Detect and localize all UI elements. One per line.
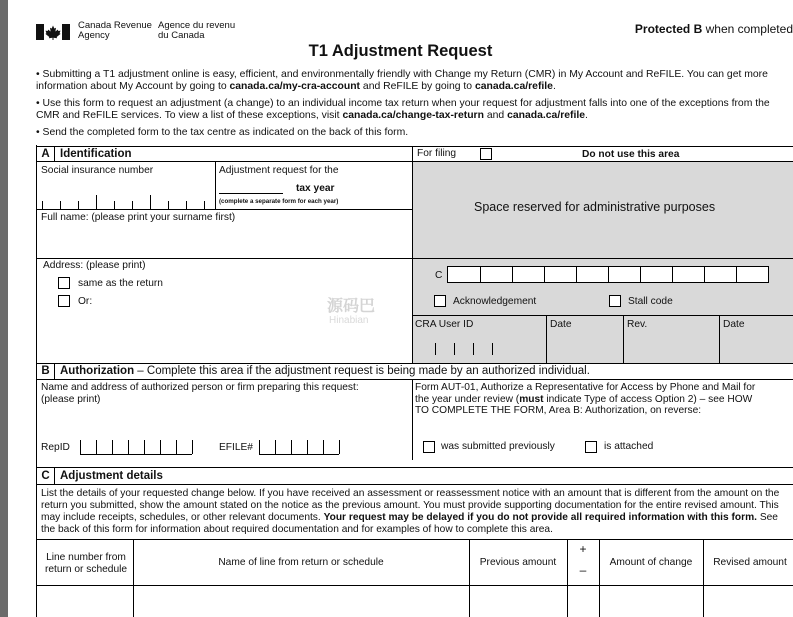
rule xyxy=(37,161,412,162)
is-attached-checkbox[interactable] xyxy=(585,441,597,453)
agency-en-line1: Canada Revenue xyxy=(78,20,152,31)
section-c-desc-1: List the details of your requested change below. If you have received an assessment or reassessment notice with an amount that is different from the amount on the return you submitted, show the amount stated on the notice as the previous amount. You must provide supporting documentation for the entire revised amount. This may include receipts, schedules, or other relevant documents. xyxy=(41,488,780,523)
aut-01-text xyxy=(415,382,760,417)
rule xyxy=(54,146,55,161)
col-change-header: Amount of change xyxy=(609,557,693,568)
agency-name-en xyxy=(78,21,152,41)
plus-minus-cell[interactable] xyxy=(568,586,598,617)
agency-name-fr xyxy=(158,21,235,41)
date-label-2: Date xyxy=(723,319,745,330)
address-or-checkbox[interactable] xyxy=(58,295,70,307)
section-b-letter: B xyxy=(41,365,50,377)
section-c-letter: C xyxy=(41,470,50,482)
rule xyxy=(54,363,55,379)
table-row xyxy=(37,586,793,617)
rule xyxy=(54,467,55,484)
cra-user-id-label: CRA User ID xyxy=(415,319,474,330)
protected-bold: Protected B xyxy=(634,22,703,36)
do-not-use-label: Do not use this area xyxy=(582,149,680,160)
rep-id-input[interactable] xyxy=(80,437,196,457)
bullet-text: and ReFILE by going to xyxy=(360,81,475,92)
section-c-description xyxy=(41,488,791,536)
bullet-text: • Submitting a T1 adjustment online is easy, efficient, and environmentally friendly with Change my Return (CMR) in My Account and ReFILE. You can get more information about My Account by going to xyxy=(36,69,768,92)
section-b-title-bold: Authorization xyxy=(60,365,135,377)
watermark-text-en: Hinabian xyxy=(329,315,369,326)
rule xyxy=(623,315,624,363)
form-page xyxy=(8,0,793,617)
section-c-desc-bold: Your request may be delayed if you do not provide all required information with this form. xyxy=(323,512,757,523)
change-amount-cell[interactable] xyxy=(600,586,702,617)
submitted-previously-checkbox[interactable] xyxy=(423,441,435,453)
is-attached-label: is attached xyxy=(604,441,654,452)
section-b-title xyxy=(60,365,590,377)
aut-01-text-part2: indicate Type of access Option 2) – see HOW TO COMPLETE THE FORM, Area B: Authorization, on reverse: xyxy=(415,393,753,416)
rev-label: Rev. xyxy=(627,319,648,330)
link-my-cra-account[interactable]: canada.ca/my-cra-account xyxy=(229,81,361,92)
agency-fr-line2: du Canada xyxy=(158,30,205,41)
rule xyxy=(546,315,547,363)
c-code-boxes[interactable] xyxy=(447,266,769,283)
authorized-person-label: Name and address of authorized person or firm preparing this request: (please print) xyxy=(41,382,359,405)
rule xyxy=(37,539,793,540)
section-b-title-rest: – Complete this area if the adjustment request is being made by an authorized individual. xyxy=(134,365,590,377)
acknowledgement-checkbox[interactable] xyxy=(434,295,446,307)
stall-code-checkbox[interactable] xyxy=(609,295,621,307)
rule xyxy=(37,363,793,364)
rule xyxy=(37,258,412,259)
acknowledgement-label: Acknowledgement xyxy=(453,296,537,307)
adjustment-year-label: Adjustment request for the xyxy=(219,165,339,176)
rule xyxy=(412,379,413,460)
col-revised-header: Revised amount xyxy=(713,557,787,568)
date-label-1: Date xyxy=(550,319,572,330)
rule xyxy=(37,209,412,210)
previous-amount-cell[interactable] xyxy=(470,586,566,617)
page-title: T1 Adjustment Request xyxy=(308,42,493,60)
full-name-input[interactable] xyxy=(39,225,409,255)
efile-input[interactable] xyxy=(259,437,343,457)
aut-01-text-part1: Form AUT-01, Authorize a Representative for Access by Phone and Mail for the year under review ( xyxy=(415,382,756,405)
col-name-header: Name of line from return or schedule xyxy=(218,557,384,568)
link-refile[interactable]: canada.ca/refile xyxy=(507,110,586,121)
col-line-number-header: Line number from return or schedule xyxy=(44,552,128,575)
window-edge xyxy=(0,0,8,617)
link-change-tax-return[interactable]: canada.ca/change-tax-return xyxy=(342,110,484,121)
rep-id-label: RepID xyxy=(41,442,70,453)
protected-rest: when completed xyxy=(702,22,793,36)
address-or-label: Or: xyxy=(78,296,93,307)
line-number-cell[interactable] xyxy=(38,586,132,617)
space-reserved-label: Space reserved for administrative purposes xyxy=(474,200,716,214)
rule xyxy=(37,484,793,485)
minus-sign: – xyxy=(579,563,587,577)
rule xyxy=(37,467,793,468)
bullet-text: • Send the completed form to the tax centre as indicated on the back of this form. xyxy=(36,127,409,138)
link-refile[interactable]: canada.ca/refile xyxy=(474,81,553,92)
instruction-bullet xyxy=(36,69,786,93)
plus-sign: + xyxy=(579,542,587,556)
col-previous-header: Previous amount xyxy=(479,557,557,568)
instruction-bullet xyxy=(36,98,786,122)
bullet-text: and xyxy=(483,110,508,121)
sin-label: Social insurance number xyxy=(41,165,154,176)
revised-amount-cell[interactable] xyxy=(704,586,793,617)
protected-b-label xyxy=(635,22,793,36)
agency-fr-line1: Agence du revenu xyxy=(158,20,236,31)
same-as-return-checkbox[interactable] xyxy=(58,277,70,289)
sin-input[interactable] xyxy=(40,189,208,211)
instructions-list xyxy=(36,69,786,144)
tax-year-label: tax year xyxy=(296,183,335,194)
form-frame xyxy=(36,145,793,617)
section-c-desc-2: See the back of this form for information about required documentation and for examples of how to complete this area. xyxy=(41,512,778,535)
instruction-bullet xyxy=(36,127,786,139)
full-name-label: Full name: (please print your surname first) xyxy=(41,212,236,223)
stall-code-label: Stall code xyxy=(628,296,673,307)
authorized-person-input[interactable] xyxy=(39,408,405,436)
tax-year-input[interactable] xyxy=(219,193,283,194)
section-a-letter: A xyxy=(41,148,50,160)
submitted-previously-label: was submitted previously xyxy=(441,441,555,452)
rule xyxy=(215,161,216,209)
c-label: C xyxy=(435,270,443,281)
section-c-title: Adjustment details xyxy=(60,470,163,482)
separate-form-note: (complete a separate form for each year) xyxy=(219,198,339,205)
canada-flag-icon xyxy=(36,24,70,40)
line-name-cell[interactable] xyxy=(134,586,468,617)
bullet-text: • Use this form to request an adjustment (a change) to an individual income tax return when your request for adjustment falls into one of the exceptions from the CMR and ReFILE services. To view a list of these exceptions, visit xyxy=(36,98,770,121)
agency-en-line2: Agency xyxy=(78,30,110,41)
rule xyxy=(719,315,720,363)
section-a-title: Identification xyxy=(60,148,132,160)
aut-01-must: must xyxy=(519,393,544,405)
for-filing-label: For filing xyxy=(417,148,457,159)
efile-label: EFILE# xyxy=(219,442,253,453)
watermark-text: 源码巴 xyxy=(327,298,376,315)
address-label: Address: (please print) xyxy=(43,260,146,271)
for-filing-checkbox[interactable] xyxy=(480,148,492,160)
same-as-return-label: same as the return xyxy=(78,278,163,289)
bullet-text: . xyxy=(585,110,588,121)
rule xyxy=(37,146,793,147)
bullet-text: . xyxy=(552,81,556,92)
rule xyxy=(37,379,793,380)
